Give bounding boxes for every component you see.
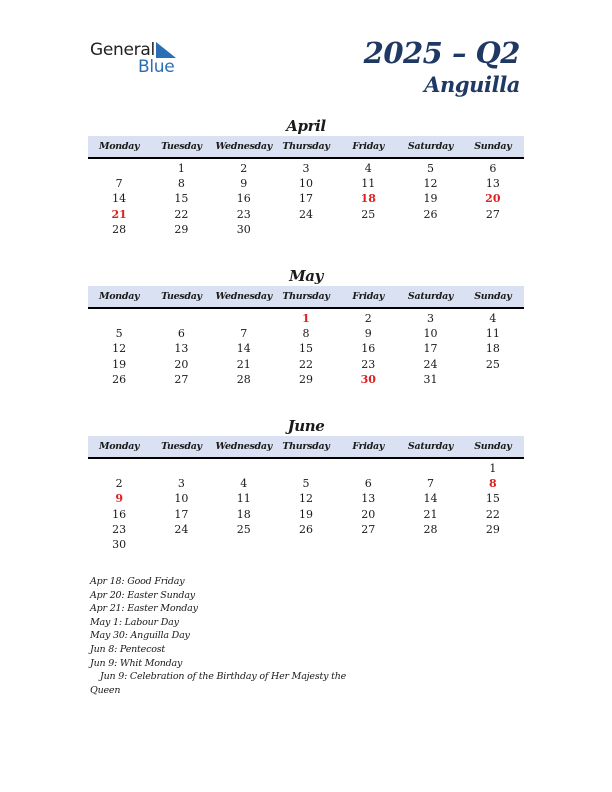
week-row [88,507,524,522]
day-cell: 14 [236,342,251,356]
weekday-label: Wednesday [215,141,272,152]
weekday-label: Monday [99,441,140,452]
weekday-label: Saturday [407,141,454,152]
day-cell: 15 [485,492,500,506]
holiday-note: Jun 9: Celebration of the Birthday of Her Majesty the [100,671,347,683]
day-cell: 3 [177,477,185,491]
logo-blue-text: Blue [138,57,175,77]
day-cell: 26 [112,372,127,386]
month-june [88,416,524,552]
day-cell: 22 [298,357,313,371]
day-cell: 28 [423,522,438,536]
month-title: May [289,267,323,285]
empty-day-cell [150,311,212,326]
day-cell: 20 [485,192,501,206]
week-row [88,176,524,191]
day-cell: 2 [240,162,248,175]
day-cell: 27 [485,207,500,221]
day-cell: 9 [115,492,123,506]
empty-day-cell [462,537,524,552]
empty-day-cell [399,537,461,552]
day-cell: 15 [174,192,189,206]
week-row [88,372,524,387]
week-row [88,191,524,206]
day-cell: 10 [298,177,313,191]
week-row [88,207,524,222]
empty-day-cell [213,537,275,552]
week-row [88,461,524,476]
day-cell: 13 [174,342,189,356]
day-cell: 18 [485,342,500,356]
day-cell: 3 [427,312,435,325]
month-title: April [286,117,326,135]
day-cell: 29 [298,372,313,386]
week-row [88,326,524,341]
empty-day-cell [275,461,337,476]
day-cell: 24 [174,522,189,536]
weekday-label: Thursday [282,141,330,152]
weekday-label: Friday [352,291,385,302]
weekday-label: Sunday [474,141,512,152]
day-cell: 9 [364,327,372,341]
week-row [88,222,524,237]
day-cell: 16 [236,192,251,206]
empty-day-cell [88,161,150,176]
empty-day-cell [462,222,524,237]
month-may [88,266,524,387]
day-cell: 4 [364,162,372,175]
day-cell: 10 [423,327,438,341]
day-cell: 16 [112,507,127,521]
day-cell: 7 [427,477,435,491]
day-cell: 18 [236,507,251,521]
day-cell: 19 [298,507,313,521]
day-cell: 28 [236,372,251,386]
day-cell: 5 [302,477,310,491]
day-cell: 19 [112,357,127,371]
day-cell: 17 [174,507,189,521]
day-cell: 1 [489,462,497,475]
weekday-label: Tuesday [161,141,202,152]
day-cell: 29 [174,222,189,236]
day-cell: 23 [236,207,251,221]
holiday-note: Apr 18: Good Friday [90,576,185,587]
empty-day-cell [275,537,337,552]
day-cell: 2 [115,477,123,491]
day-cell: 29 [485,522,500,536]
day-cell: 11 [361,177,376,191]
day-cell: 24 [298,207,313,221]
empty-day-cell [213,311,275,326]
day-cell: 8 [489,477,497,491]
weekday-label: Sunday [474,441,512,452]
weekday-label: Friday [352,441,385,452]
logo-triangle-icon [156,42,178,58]
day-cell: 1 [177,162,185,175]
weekday-label: Thursday [282,441,330,452]
empty-day-cell [88,461,150,476]
weekday-label: Saturday [407,441,454,452]
day-cell: 27 [361,522,376,536]
day-cell: 13 [485,177,500,191]
empty-day-cell [462,372,524,387]
day-cell: 25 [361,207,376,221]
logo [90,38,190,78]
day-cell: 7 [115,177,123,191]
country-title: Anguilla [424,72,520,97]
empty-day-cell [275,222,337,237]
week-row [88,537,524,552]
day-cell: 18 [360,192,376,206]
empty-day-cell [213,461,275,476]
day-cell: 9 [240,177,248,191]
day-cell: 25 [236,522,251,536]
holiday-note: Jun 9: Whit Monday [90,657,183,669]
day-cell: 27 [174,372,189,386]
empty-day-cell [150,537,212,552]
weekday-label: Sunday [474,291,512,302]
day-cell: 11 [236,492,251,506]
day-cell: 8 [177,177,185,191]
day-cell: 2 [364,312,372,325]
weekday-header [88,286,524,309]
day-cell: 14 [423,492,438,506]
day-cell: 12 [423,177,438,191]
day-cell: 17 [298,192,313,206]
week-row [88,522,524,537]
week-row [88,311,524,326]
weekday-label: Thursday [282,291,330,302]
day-cell: 31 [423,372,438,386]
day-cell: 11 [485,327,500,341]
weekday-label: Tuesday [161,441,202,452]
day-cell: 21 [236,357,251,371]
empty-day-cell [399,222,461,237]
day-cell: 6 [177,327,185,341]
day-cell: 21 [423,507,438,521]
holiday-note: May 1: Labour Day [90,616,179,628]
empty-day-cell [88,311,150,326]
weekday-label: Friday [352,141,385,152]
day-cell: 26 [298,522,313,536]
day-cell: 25 [485,357,500,371]
day-cell: 20 [361,507,376,521]
weekday-label: Monday [99,291,140,302]
logo-general-text: General [90,40,155,60]
holiday-note: May 30: Anguilla Day [90,630,190,642]
day-cell: 22 [485,507,500,521]
title-block [364,36,520,100]
empty-day-cell [150,461,212,476]
day-cell: 22 [174,207,189,221]
weekday-label: Saturday [407,291,454,302]
day-cell: 30 [112,537,127,551]
week-row [88,161,524,176]
week-row [88,476,524,491]
holiday-note: Apr 21: Easter Monday [90,603,198,615]
period-title: 2025 – Q2 [363,36,520,70]
day-cell: 14 [112,192,127,206]
month-april [88,116,524,237]
holiday-note: Queen [90,684,121,696]
empty-day-cell [399,461,461,476]
week-row [88,341,524,356]
weekday-header [88,136,524,159]
day-cell: 28 [112,222,127,236]
day-cell: 4 [489,312,497,325]
day-cell: 5 [427,162,435,175]
month-title: June [287,417,325,435]
weekday-label: Monday [99,141,140,152]
day-cell: 20 [174,357,189,371]
empty-day-cell [337,461,399,476]
day-cell: 3 [302,162,310,175]
holiday-note: Apr 20: Easter Sunday [90,589,195,601]
day-cell: 23 [361,357,376,371]
day-cell: 10 [174,492,189,506]
weekday-label: Wednesday [215,441,272,452]
day-cell: 12 [112,342,127,356]
weekday-label: Tuesday [161,291,202,302]
weekday-header [88,436,524,459]
holiday-notes [90,575,350,697]
day-cell: 23 [112,522,127,536]
day-cell: 8 [302,327,310,341]
holiday-note: Jun 8: Pentecost [90,643,166,655]
empty-day-cell [337,222,399,237]
day-cell: 13 [361,492,376,506]
day-cell: 7 [240,327,248,341]
day-cell: 26 [423,207,438,221]
day-cell: 17 [423,342,438,356]
week-row [88,357,524,372]
day-cell: 16 [361,342,376,356]
day-cell: 30 [360,372,376,386]
day-cell: 5 [115,327,123,341]
week-row [88,491,524,506]
day-cell: 6 [489,162,497,175]
empty-day-cell [337,537,399,552]
day-cell: 30 [236,222,251,236]
weekday-label: Wednesday [215,291,272,302]
day-cell: 1 [302,312,310,325]
day-cell: 6 [364,477,372,491]
day-cell: 21 [111,207,127,221]
day-cell: 4 [240,477,248,491]
day-cell: 19 [423,192,438,206]
day-cell: 12 [298,492,313,506]
day-cell: 15 [298,342,313,356]
day-cell: 24 [423,357,438,371]
